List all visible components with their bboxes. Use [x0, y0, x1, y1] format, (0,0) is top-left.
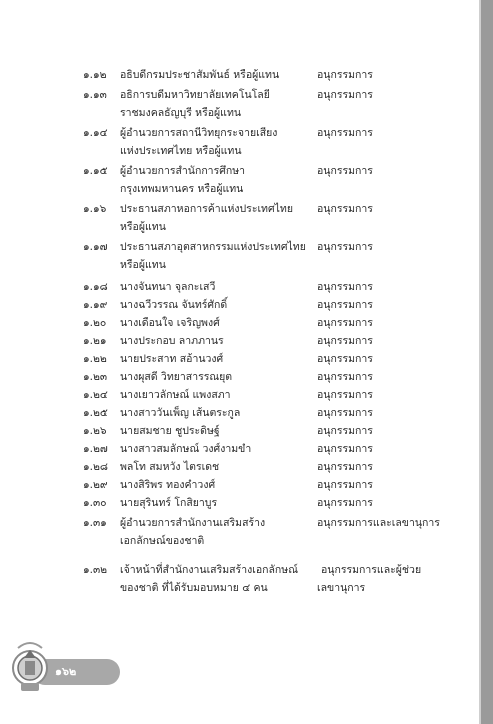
item-role: อนุกรรมการ	[317, 335, 373, 347]
item-line: นางจันทนา จุลกะเสวี	[120, 281, 216, 293]
item-text	[120, 459, 300, 477]
item-number: ๑.๓๒	[83, 564, 108, 576]
item-line: เอกลักษณ์ของชาติ	[120, 534, 205, 547]
item-text	[120, 562, 300, 597]
item-role: อนุกรรมการ	[317, 69, 373, 81]
item-line: หรือผู้แทน	[120, 258, 166, 271]
item-number: ๑.๒๓	[83, 371, 108, 383]
item-text	[120, 423, 300, 441]
item-line: นางเดือนใจ เจริญพงศ์	[120, 317, 220, 329]
item-text	[120, 515, 300, 550]
item-line: เจ้าหน้าที่สำนักงานเสริมสร้างเอกลักษณ์	[120, 564, 298, 576]
item-number: ๑.๒๒	[83, 353, 107, 365]
item-line: นายประสาท สอ้านวงศ์	[120, 353, 224, 365]
item-number: ๑.๑๕	[83, 165, 108, 177]
item-role: อนุกรรมการและเลขานุการ	[317, 517, 440, 529]
item-number: ๑.๑๗	[83, 241, 108, 253]
item-text	[120, 495, 300, 513]
item-role: อนุกรรมการ	[317, 461, 373, 473]
item-line: นางผุสดี วิทยาสารรณยุต	[120, 371, 233, 383]
item-line: นางฉวีวรรณ จันทร์ศักดิ์	[120, 299, 228, 311]
item-number: ๑.๑๙	[83, 299, 108, 311]
item-text	[120, 369, 300, 387]
item-number: ๑.๒๖	[83, 425, 107, 437]
item-role: อนุกรรมการ	[317, 425, 373, 437]
emblem-icon	[10, 628, 50, 708]
item-line: นางสิริพร ทองคำวงศ์	[120, 479, 216, 491]
item-role: อนุกรรมการ	[317, 371, 373, 383]
item-role: อนุกรรมการ	[317, 165, 373, 177]
item-line: กรุงเทพมหานคร หรือผู้แทน	[120, 182, 244, 195]
item-number: ๑.๑๓	[83, 89, 107, 101]
item-role: อนุกรรมการ	[317, 389, 373, 401]
item-line: นางสาววันเพ็ญ เส้นตระกูล	[120, 407, 241, 419]
item-text	[120, 201, 300, 236]
item-number: ๑.๒๑	[83, 335, 107, 347]
item-role: อนุกรรมการ	[317, 241, 373, 253]
item-line: พลโท สมหวัง ไตรเดช	[120, 461, 220, 473]
item-line: นายสมชาย ชูประดิษฐ์	[120, 425, 220, 437]
item-number: ๑.๑๒	[83, 69, 107, 81]
item-line: แห่งประเทศไทย หรือผู้แทน	[120, 144, 242, 157]
item-number: ๑.๑๔	[83, 127, 108, 139]
item-number: ๑.๓๐	[83, 497, 107, 509]
item-role-line: เลขานุการ	[317, 581, 366, 594]
item-role: อนุกรรมการ	[317, 299, 373, 311]
item-text	[120, 239, 306, 274]
item-role: อนุกรรมการ	[317, 479, 373, 491]
item-text	[120, 351, 300, 369]
item-role: อนุกรรมการ	[317, 281, 373, 293]
item-role: อนุกรรมการ	[317, 89, 373, 101]
item-role: อนุกรรมการ	[317, 497, 373, 509]
page-footer	[10, 628, 130, 718]
item-number: ๑.๒๐	[83, 317, 107, 329]
item-number: ๑.๑๘	[83, 281, 108, 293]
item-text	[120, 441, 300, 459]
item-text	[120, 405, 300, 423]
item-number: ๑.๑๖	[83, 203, 107, 215]
item-role-line: อนุกรรมการและผู้ช่วย	[321, 564, 422, 576]
item-line: นางประกอบ ลาภภานร	[120, 335, 224, 347]
item-number: ๑.๓๑	[83, 517, 107, 529]
item-line: อธิบดีกรมประชาสัมพันธ์ หรือผู้แทน	[120, 69, 280, 81]
item-line: ผู้อำนวยการสถานีวิทยุกระจายเสียง	[120, 127, 278, 139]
item-number: ๑.๒๗	[83, 443, 108, 455]
page-number: ๑๖๒	[55, 665, 77, 678]
item-role: อนุกรรมการ	[317, 443, 373, 455]
item-text	[120, 297, 300, 315]
item-line: นายสุรินทร์ โกสิยาบูร	[120, 497, 218, 509]
item-number: ๑.๒๕	[83, 407, 108, 419]
item-line: อธิการบดีมหาวิทยาลัยเทคโนโลยี	[120, 89, 270, 101]
item-line: หรือผู้แทน	[120, 220, 166, 233]
item-text	[120, 333, 300, 351]
item-text	[120, 67, 300, 85]
item-line: ของชาติ ที่ได้รับมอบหมาย ๔ คน	[120, 581, 268, 594]
item-line: นางเยาวลักษณ์ แพงสภา	[120, 389, 231, 401]
item-role: อนุกรรมการ	[317, 127, 373, 139]
item-line: ประธานสภาอุตสาหกรรมแห่งประเทศไทย	[120, 241, 306, 253]
item-number: ๑.๒๔	[83, 389, 108, 401]
item-text	[120, 87, 300, 122]
item-number: ๑.๒๘	[83, 461, 109, 473]
item-line: นางสาวสมลักษณ์ วงศ์งามขำ	[120, 443, 252, 455]
item-line: ผู้อำนวยการสำนักงานเสริมสร้าง	[120, 517, 266, 529]
item-text	[120, 163, 300, 198]
item-line: ประธานสภาหอการค้าแห่งประเทศไทย	[120, 203, 293, 215]
item-line: ราชมงคลธัญบุรี หรือผู้แทน	[120, 106, 242, 119]
item-role: อนุกรรมการ	[317, 353, 373, 365]
item-role: อนุกรรมการ	[317, 407, 373, 419]
item-text	[120, 279, 300, 297]
item-role	[317, 562, 422, 597]
item-role: อนุกรรมการ	[317, 317, 373, 329]
item-line: ผู้อำนวยการสำนักการศึกษา	[120, 165, 246, 177]
item-text	[120, 387, 300, 405]
item-text	[120, 477, 300, 495]
item-text	[120, 315, 300, 333]
item-text	[120, 125, 300, 160]
page-edge	[481, 0, 493, 724]
item-number: ๑.๒๙	[83, 479, 108, 491]
item-role: อนุกรรมการ	[317, 203, 373, 215]
